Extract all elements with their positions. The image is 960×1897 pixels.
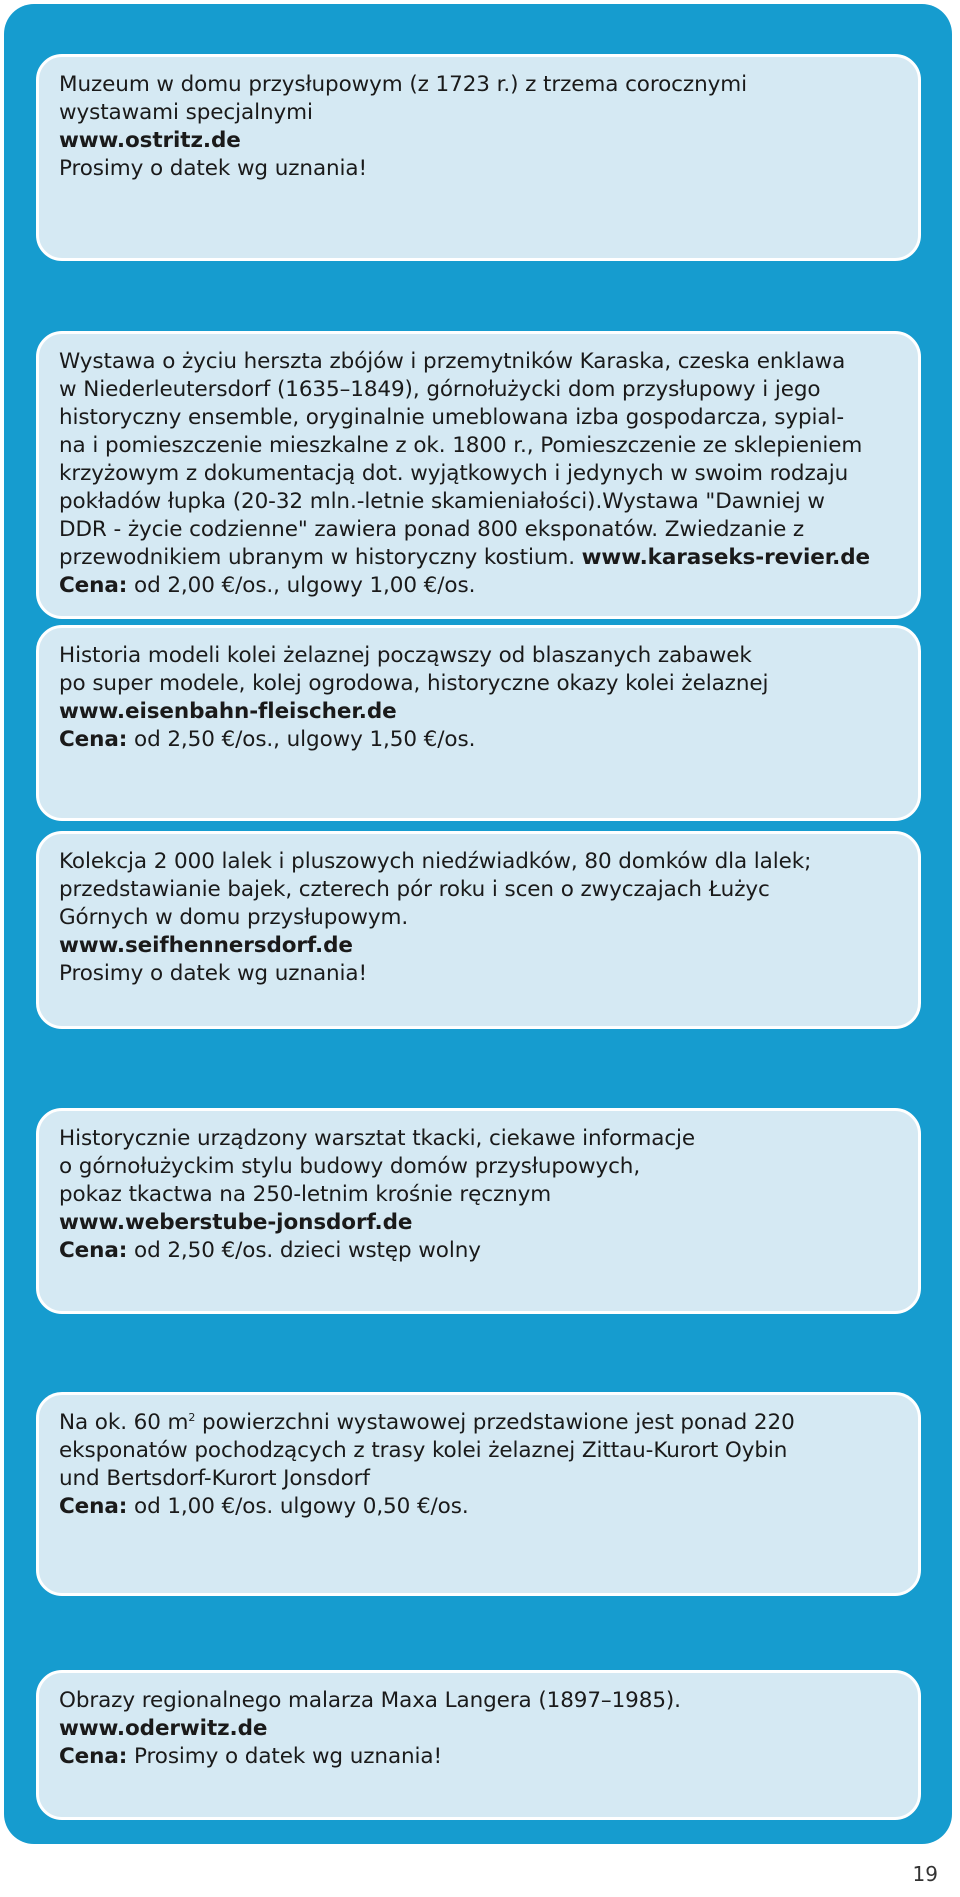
price-text: od 2,50 €/os. dzieci wstęp wolny [127,1238,481,1263]
price-label: Cena: [59,1744,128,1769]
museum-card-weberstube-jonsdorf [36,1108,921,1314]
description-line: przedstawianie bajek, czterech pór roku i scen o zwyczajach Łużyc [59,877,770,902]
description-line: na i pomieszczenie mieszkalne z ok. 1800 r., Pomieszczenie ze sklepieniem [59,433,863,458]
price-text: od 2,50 €/os., ulgowy 1,50 €/os. [127,727,476,752]
price-text: od 1,00 €/os. ulgowy 0,50 €/os. [127,1494,469,1519]
museum-card-ostritz [36,54,921,261]
description-line: krzyżowym z dokumentacją dot. wyjątkowych i jedynych w swoim rodzaju [59,461,849,486]
price-text: Prosimy o datek wg uznania! [59,156,368,181]
description-line: Kolekcja 2 000 lalek i pluszowych niedźwiadków, 80 domków dla lalek; [59,849,812,874]
price-text: Prosimy o datek wg uznania! [127,1744,443,1769]
price-label: Cena: [59,573,128,598]
description-line: historyczny ensemble, oryginalnie umeblowana izba gospodarcza, sypial- [59,405,845,430]
website-link[interactable]: www.ostritz.de [59,128,241,153]
description-line: pokaz tkactwa na 250-letnim krośnie ręcznym [59,1182,552,1207]
description-line: Historycznie urządzony warsztat tkacki, ciekawe informacje [59,1126,696,1151]
description-line: eksponatów pochodzących z trasy kolei żelaznej Zittau-Kurort Oybin [59,1438,788,1463]
description-line: Górnych w domu przysłupowym. [59,905,409,930]
website-link[interactable]: www.eisenbahn-fleischer.de [59,699,397,724]
description-line: Wystawa o życiu herszta zbójów i przemytników Karaska, czeska enklawa [59,349,846,374]
price-label: Cena: [59,1238,128,1263]
description-line: o górnołużyckim stylu budowy domów przysłupowych, [59,1154,641,1179]
description-line: DDR - życie codzienne" zawiera ponad 800 eksponatów. Zwiedzanie z [59,517,805,542]
price-text: Prosimy o datek wg uznania! [59,961,368,986]
website-link[interactable]: www.karaseks-revier.de [581,545,870,570]
museum-card-karaseks-revier [36,331,921,619]
museum-card-seifhennersdorf [36,831,921,1029]
description-line: und Bertsdorf-Kurort Jonsdorf [59,1466,370,1491]
price-label: Cena: [59,727,128,752]
description-line: przewodnikiem ubranym w historyczny kostium. [59,545,575,570]
description-line: wystawami specjalnymi [59,100,313,125]
price-text: od 2,00 €/os., ulgowy 1,00 €/os. [127,573,476,598]
museum-card-oderwitz [36,1670,921,1820]
price-label: Cena: [59,1494,128,1519]
website-link[interactable]: www.weberstube-jonsdorf.de [59,1210,413,1235]
description-line: Muzeum w domu przysłupowym (z 1723 r.) z trzema corocznymi [59,72,747,97]
description-line: Na ok. 60 $m^2$ powierzchni wystawowej przedstawione jest ponad 220 [59,1410,795,1435]
description-line: Historia modeli kolei żelaznej począwszy od blaszanych zabawek [59,643,752,668]
museum-card-railway-exhibition [36,1392,921,1596]
description-line: w Niederleutersdorf (1635–1849), górnołużycki dom przysłupowy i jego [59,377,821,402]
museum-card-eisenbahn-fleischer [36,625,921,821]
description-line: po super modele, kolej ogrodowa, historyczne okazy kolei żelaznej [59,671,769,696]
website-link[interactable]: www.seifhennersdorf.de [59,933,353,958]
description-line: Obrazy regionalnego malarza Maxa Langera (1897–1985). [59,1688,681,1713]
website-link[interactable]: www.oderwitz.de [59,1716,268,1741]
description-line: pokładów łupka (20-32 mln.-letnie skamieniałości).Wystawa "Dawniej w [59,489,825,514]
page-number: 19 [912,1862,938,1886]
